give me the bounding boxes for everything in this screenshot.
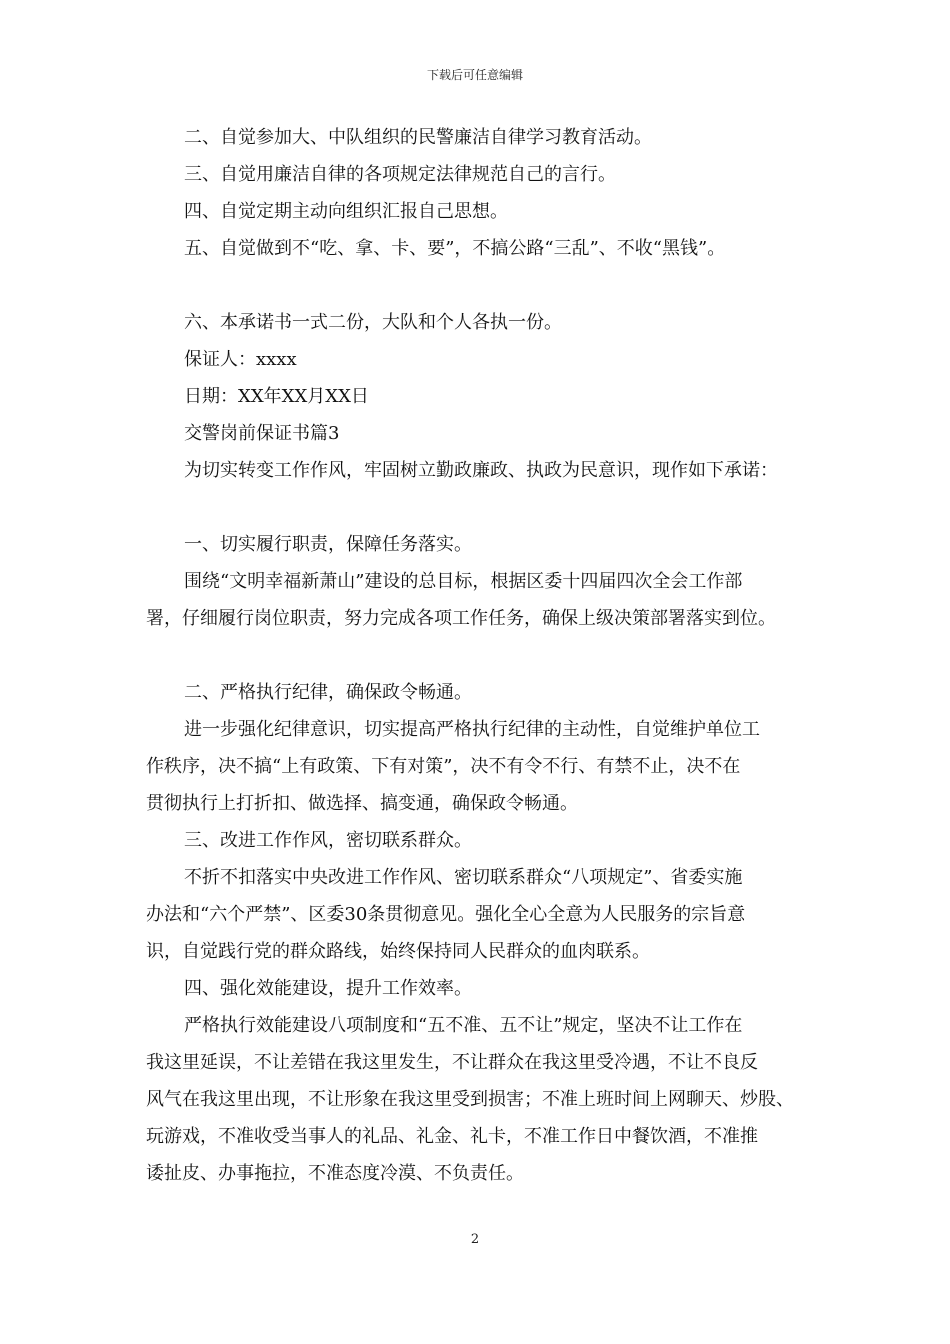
- spacer: [146, 637, 826, 674]
- header-note: 下载后可任意编辑: [426, 68, 523, 82]
- heading-3: 三、改进工作作风，密切联系群众。: [184, 830, 472, 851]
- item-3: 三、自觉用廉洁自律的各项规定法律规范自己的言行。: [184, 164, 616, 185]
- paragraph-line: 办法和“六个严禁”、区委30条贯彻意见。强化全心全意为人民服务的宗旨意: [146, 904, 746, 925]
- item-4: 四、自觉定期主动向组织汇报自己思想。: [184, 201, 508, 222]
- document-body: [146, 119, 826, 1192]
- paragraph-line: 严格执行效能建设八项制度和“五不准、五不让”规定，坚决不让工作在: [184, 1015, 743, 1036]
- paragraph-line: 进一步强化纪律意识，切实提高严格执行纪律的主动性，自觉维护单位工: [184, 719, 760, 740]
- heading-4: 四、强化效能建设，提升工作效率。: [184, 978, 472, 999]
- paragraph-line: 诿扯皮、办事拖拉，不准态度冷漠、不负责任。: [146, 1163, 524, 1184]
- item-6: 六、本承诺书一式二份，大队和个人各执一份。: [184, 312, 562, 333]
- paragraph-line: 署，仔细履行岗位职责，努力完成各项工作任务，确保上级决策部署落实到位。: [146, 608, 776, 629]
- date-line: 日期：XX年XX月XX日: [184, 386, 369, 407]
- paragraph-line: 我这里延误，不让差错在我这里发生，不让群众在我这里受冷遇，不让不良反: [146, 1052, 758, 1073]
- paragraph-line: 玩游戏，不准收受当事人的礼品、礼金、礼卡，不准工作日中餐饮酒，不准推: [146, 1126, 758, 1147]
- paragraph-line: 贯彻执行上打折扣、做选择、搞变通，确保政令畅通。: [146, 793, 578, 814]
- paragraph-line: 不折不扣落实中央改进工作作风、密切联系群众“八项规定”、省委实施: [184, 867, 743, 888]
- item-5: 五、自觉做到不“吃、拿、卡、要”，不搞公路“三乱”、不收“黑钱”。: [184, 238, 726, 259]
- paragraph-line: 作秩序，决不搞“上有政策、下有对策”，决不有令不行、有禁不止，决不在: [146, 756, 741, 777]
- spacer: [146, 489, 826, 526]
- spacer: [146, 267, 826, 304]
- paragraph-line: 围绕“文明幸福新萧山”建设的总目标，根据区委十四届四次全会工作部: [184, 571, 743, 592]
- intro-paragraph: 为切实转变工作作风，牢固树立勤政廉政、执政为民意识，现作如下承诺：: [184, 460, 778, 481]
- guarantor-line: 保证人：xxxx: [184, 349, 297, 370]
- paragraph-line: 风气在我这里出现，不让形象在我这里受到损害；不准上班时间上网聊天、炒股、: [146, 1089, 794, 1110]
- heading-1: 一、切实履行职责，保障任务落实。: [184, 534, 472, 555]
- item-2: 二、自觉参加大、中队组织的民警廉洁自律学习教育活动。: [184, 127, 652, 148]
- heading-2: 二、严格执行纪律，确保政令畅通。: [184, 682, 472, 703]
- section-title: 交警岗前保证书篇3: [184, 423, 340, 444]
- page-number: 2: [470, 1232, 480, 1247]
- paragraph-line: 识，自觉践行党的群众路线，始终保持同人民群众的血肉联系。: [146, 941, 650, 962]
